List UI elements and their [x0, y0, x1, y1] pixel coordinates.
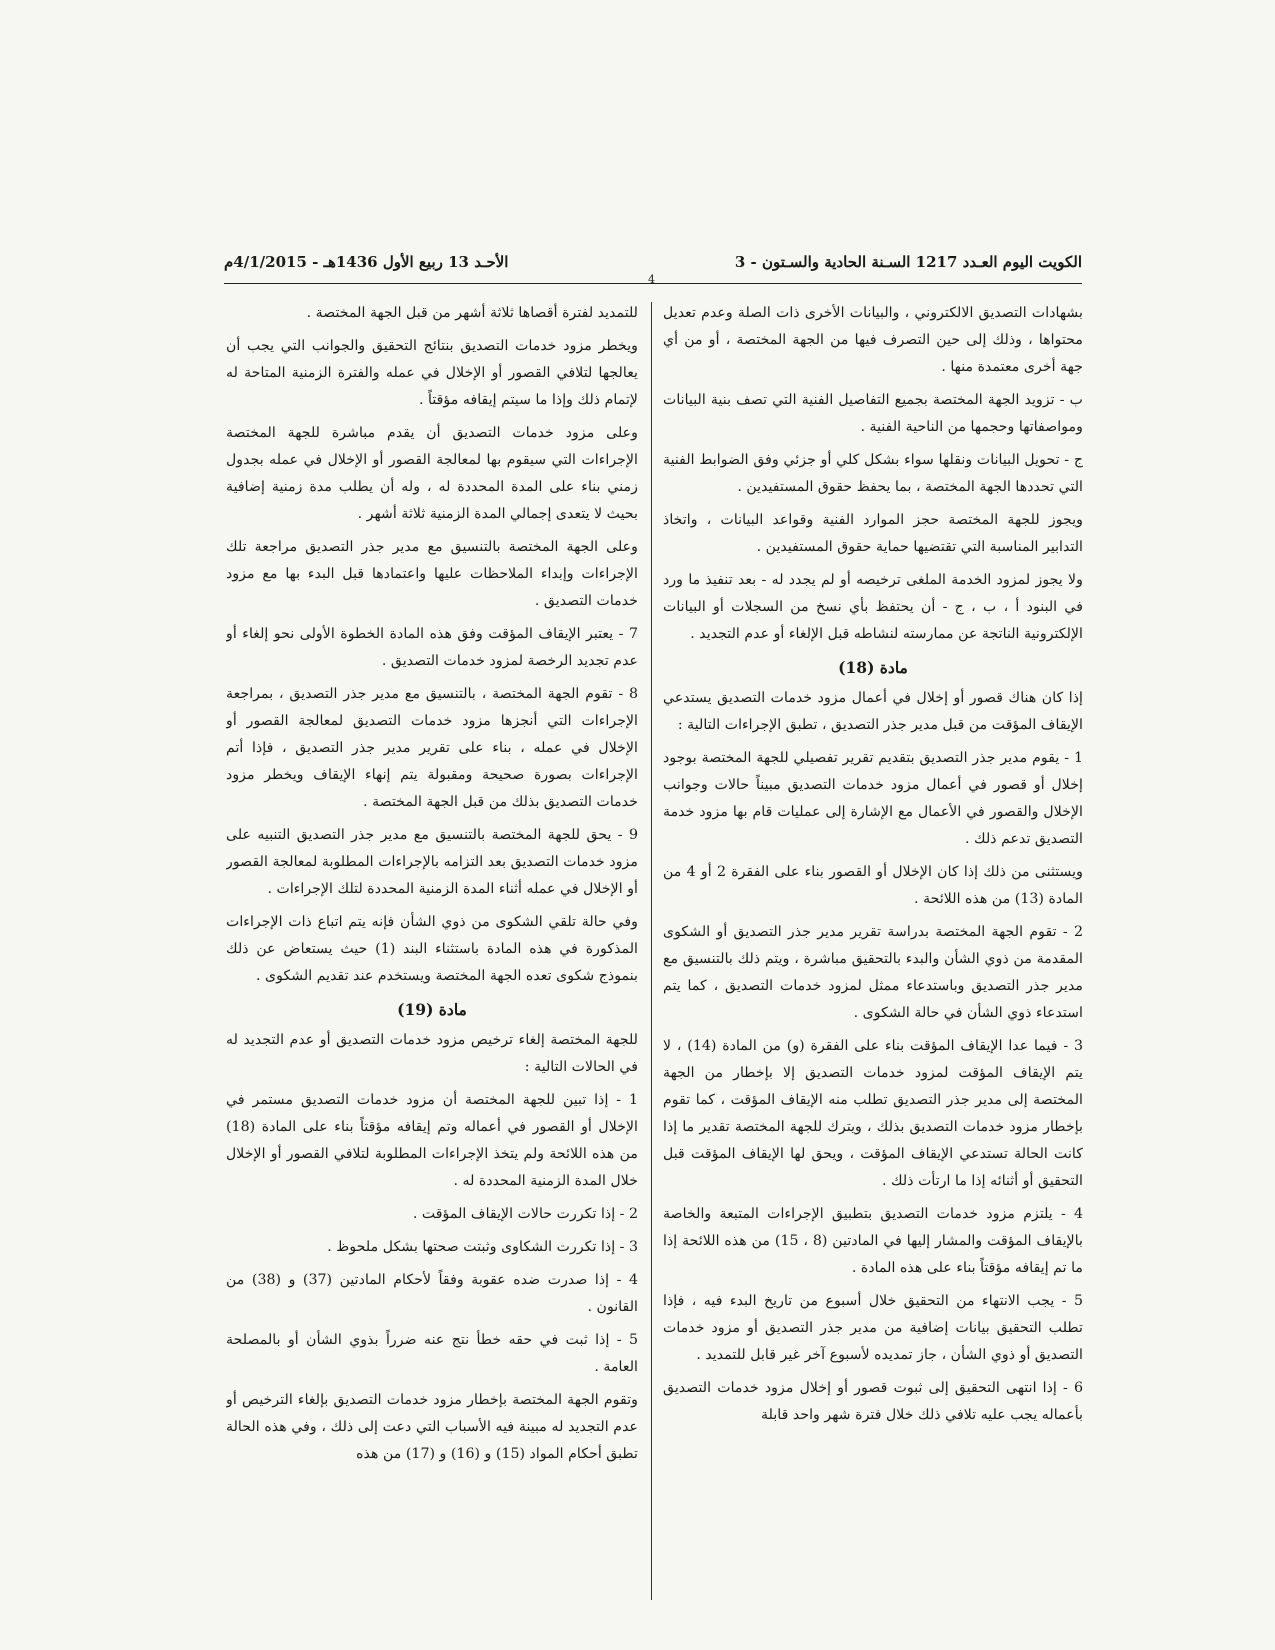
- paragraph: إذا كان هناك قصور أو إخلال في أعمال مزود خدمات التصديق يستدعي الإيقاف المؤقت من قبل مدير جذر التصديق ، تطبق الإجراءات التالية :: [663, 690, 1083, 733]
- paragraph: ولا يجوز لمزود الخدمة الملغى ترخيصه أو لم يجدد له - بعد تنفيذ ما ورد في البنود أ ، ب ، ج - أن يحتفظ بأي نسخ من السجلات أو البيانات الإلكترونية الناتجة عن ممارسته لنشاطه قبل الإلغاء أو عدم التجديد .: [663, 572, 1083, 642]
- paragraph: 6 - إذا انتهى التحقيق إلى ثبوت قصور أو إخلال مزود خدمات التصديق بأعماله يجب عليه تلافي ذلك خلال فترة شهر واحد قابلة: [663, 1380, 1083, 1423]
- paragraph: 1 - إذا تبين للجهة المختصة أن مزود خدمات التصديق مستمر في الإخلال أو القصور في أعماله وتم إيقافه مؤقتاً بناء على المادة (18) من هذه اللائحة ولم يتخذ الإجراءات المطلوبة لتلافي القصور أو الإخلال خلال المدة الزمنية المحددة له .: [226, 1092, 638, 1189]
- paragraph: 5 - يجب الانتهاء من التحقيق خلال أسبوع من تاريخ البدء فيه ، فإذا تطلب التحقيق بيانات إضافية من مدير جذر التصديق أو مزود خدمات التصديق أو ذوي الشأن ، جاز تمديده لأسبوع آخر غير قابل للتمديد .: [663, 1293, 1083, 1363]
- paragraph: 1 - يقوم مدير جذر التصديق بتقديم تقرير تفصيلي للجهة المختصة بوجود إخلال أو قصور في أعمال مزود خدمات التصديق مبيناً حالات وجوانب الإخلال والقصور في الأعمال مع الإشارة إلى عمليات قام بها مزود خدمة التصديق تدعم ذلك .: [663, 750, 1083, 847]
- paragraph: وعلى الجهة المختصة بالتنسيق مع مدير جذر التصديق مراجعة تلك الإجراءات وإبداء الملاحظات عليها واعتمادها قبل البدء بها مع مزود خدمات التصديق .: [226, 539, 638, 609]
- paragraph: 2 - إذا تكررت حالات الإيقاف المؤقت .: [412, 1206, 638, 1222]
- paragraph: وفي حالة تلقي الشكوى من ذوي الشأن فإنه يتم اتباع ذات الإجراءات المذكورة في هذه المادة باستثناء البند (1) حيث يستعاض عن ذلك بنموذج شكوى تعده الجهة المختصة ويستخدم عند تقديم الشكوى .: [226, 914, 638, 984]
- article-19-title: مادة (19): [397, 1000, 467, 1019]
- article-18-title: مادة (18): [838, 658, 908, 677]
- paragraph: ويجوز للجهة المختصة حجز الموارد الفنية وقواعد البيانات ، واتخاذ التدابير المناسبة التي تقتضيها حماية حقوق المستفيدين .: [663, 512, 1083, 555]
- paragraph: 7 - يعتبر الإيقاف المؤقت وفق هذه المادة الخطوة الأولى نحو إلغاء أو عدم تجديد الرخصة لمزود خدمات التصديق .: [226, 626, 638, 669]
- page-header: [224, 236, 1082, 272]
- paragraph: للجهة المختصة إلغاء ترخيص مزود خدمات التصديق أو عدم التجديد له في الحالات التالية :: [226, 1032, 638, 1075]
- paragraph: 2 - تقوم الجهة المختصة بدراسة تقرير مدير جذر التصديق أو الشكوى المقدمة من ذوي الشأن والبدء بالتحقيق مباشرة ، ويتم ذلك بالتنسيق مع مدير جذر التصديق وباستدعاء ممثل لمزود خدمات التصديق ، كما يتم استدعاء ذوي الشأن في حالة الشكوى .: [663, 924, 1083, 1021]
- paragraph: 3 - إذا تكررت الشكاوى وثبتت صحتها بشكل ملحوظ .: [327, 1239, 638, 1255]
- paragraph: وعلى مزود خدمات التصديق أن يقدم مباشرة للجهة المختصة الإجراءات التي سيقوم بها لمعالجة القصور أو الإخلال في عمله بجدول زمني بناء على المدة المحددة له ، وله أن يطلب مدة زمنية إضافية بحيث لا يتعدى إجمالي المدة الزمنية ثلاثة أشهر .: [226, 425, 638, 522]
- paragraph: 9 - يحق للجهة المختصة بالتنسيق مع مدير جذر التصديق التنبيه على مزود خدمات التصديق بعد التزامه بالإجراءات المطلوبة لمعالجة القصور أو الإخلال في عمله أثناء المدة الزمنية المحددة لتلك الإجراءات .: [226, 827, 638, 897]
- paragraph: ج - تحويل البيانات ونقلها سواء بشكل كلي أو جزئي وفق الضوابط الفنية التي تحددها الجهة المختصة ، بما يحفظ حقوق المستفيدين .: [663, 452, 1083, 495]
- paragraph: وتقوم الجهة المختصة بإخطار مزود خدمات التصديق بإلغاء الترخيص أو عدم التجديد له مبينة فيه الأسباب التي دعت إلى ذلك ، وفي هذه الحالة تطبق أحكام المواد (15) و (16) و (17) من هذه: [226, 1392, 638, 1462]
- header-date: الأحـد 13 ربيع الأول 1436هـ - 4/1/2015م: [224, 252, 509, 271]
- paragraph: 4 - يلتزم مزود خدمات التصديق بتطبيق الإجراءات المتبعة والخاصة بالإيقاف المؤقت والمشار إليها في المادتين (8 ، 15) من هذه اللائحة إذا ما تم إيقافه مؤقتاً بناء على هذه المادة .: [663, 1206, 1083, 1276]
- paragraph: ب - تزويد الجهة المختصة بجميع التفاصيل الفنية التي تصف بنية البيانات ومواصفاتها وحجمها من الناحية الفنية .: [663, 392, 1083, 435]
- paragraph: 4 - إذا صدرت ضده عقوبة وفقاً لأحكام المادتين (37) و (38) من القانون .: [226, 1272, 638, 1315]
- left-column: [226, 300, 638, 1600]
- paragraph: ويخطر مزود خدمات التصديق بنتائج التحقيق والجوانب التي يجب أن يعالجها لتلافي القصور أو الإخلال في عمله والفترة الزمنية المتاحة له لإتمام ذلك وإذا ما سيتم إيقافه مؤقتاً .: [226, 338, 638, 408]
- paragraph: 3 - فيما عدا الإيقاف المؤقت بناء على الفقرة (و) من المادة (14) ، لا يتم الإيقاف المؤقت لمزود خدمات التصديق إلا بإخطار من الجهة المختصة إلى مدير جذر التصديق تطلب منه الإيقاف المؤقت ، كما تقوم بإخطار مزود خدمات التصديق بذلك ، ويترك للجهة المختصة تقدير ما إذا كانت الحالة تستدعي الإيقاف المؤقت ، ويحق لها الإيقاف المؤقت قبل التحقيق أو أثنائه إذا ما ارتأت ذلك .: [663, 1038, 1083, 1189]
- page-mark: 4: [648, 273, 655, 286]
- paragraph: ويستثنى من ذلك إذا كان الإخلال أو القصور بناء على الفقرة 2 أو 4 من المادة (13) من هذه اللائحة .: [663, 864, 1083, 907]
- header-issue-info: الكويت اليوم العـدد 1217 السـنة الحادية والسـتون - 3: [734, 252, 1082, 271]
- paragraph: 8 - تقوم الجهة المختصة ، بالتنسيق مع مدير جذر التصديق ، بمراجعة الإجراءات التي أنجزها مزود خدمات التصديق لمعالجة القصور أو الإخلال في عمله ، بناء على تقرير مدير جذر التصديق ، فإذا أتم الإجراءات بصورة صحيحة ومقبولة يتم إنهاء الإيقاف ويخطر مزود خدمات التصديق بذلك من قبل الجهة المختصة .: [226, 686, 638, 810]
- column-divider: [651, 302, 652, 1600]
- right-column: [663, 300, 1083, 1600]
- paragraph: للتمديد لفترة أقصاها ثلاثة أشهر من قبل الجهة المختصة .: [306, 305, 638, 321]
- paragraph: 5 - إذا ثبت في حقه خطأ نتج عنه ضرراً بذوي الشأن أو بالمصلحة العامة .: [226, 1332, 638, 1375]
- paragraph: بشهادات التصديق الالكتروني ، والبيانات الأخرى ذات الصلة وعدم تعديل محتواها ، وذلك إلى حين التصرف فيها من الجهة المختصة ، أو من أي جهة أخرى معتمدة منها .: [663, 305, 1083, 375]
